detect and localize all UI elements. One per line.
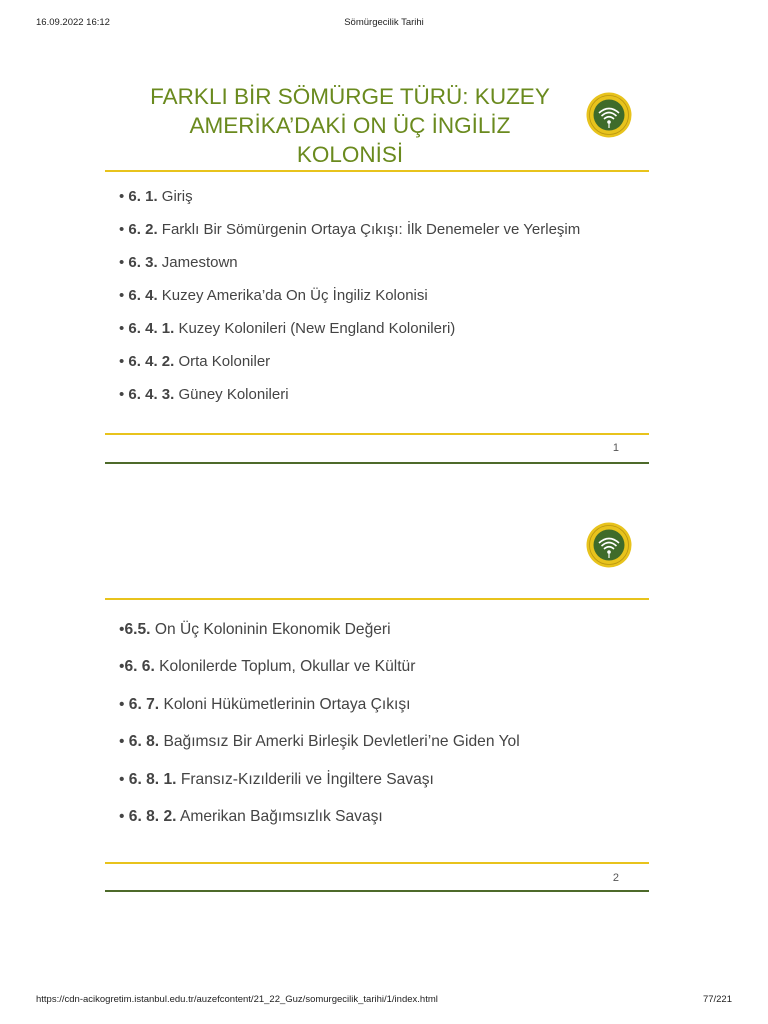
bullet: • <box>119 770 129 788</box>
section-title: Kolonilerde Toplum, Okullar ve Kültür <box>154 658 416 676</box>
slide-title-line: AMERİKA’DAKİ ON ÜÇ İNGİLİZ <box>189 113 511 138</box>
title-divider <box>105 170 649 172</box>
section-number: 6. 2. <box>128 221 158 238</box>
section-number: 6. 4. <box>128 287 158 304</box>
print-header-date: 16.09.2022 16:12 <box>36 17 110 28</box>
bullet: • <box>119 658 125 676</box>
slide-2 <box>105 512 649 894</box>
list-item <box>119 250 609 275</box>
footer-divider <box>105 433 649 435</box>
section-title: Farklı Bir Sömürgenin Ortaya Çıkışı: İlk Denemeler ve Yerleşim <box>157 221 581 238</box>
bullet: • <box>119 320 129 337</box>
print-header-title: Sömürgecilik Tarihi <box>344 17 424 28</box>
section-number: 6. 4. 3. <box>128 386 175 403</box>
list-item <box>119 656 629 678</box>
section-title: Kuzey Amerika’da On Üç İngiliz Kolonisi <box>157 287 428 304</box>
list-item <box>119 316 609 341</box>
section-title: Kuzey Kolonileri (New England Kolonileri) <box>174 320 456 337</box>
bullet: • <box>119 733 129 751</box>
bullet: • <box>119 287 129 304</box>
bullet: • <box>119 188 129 205</box>
section-number: 6. 7. <box>128 695 160 713</box>
topic-list <box>119 184 609 415</box>
slide-page-number: 2 <box>612 872 619 884</box>
section-title: Bağımsız Bir Amerki Birleşik Devletleri’ne Giden Yol <box>159 733 520 751</box>
list-item <box>119 806 629 828</box>
section-number: 6. 3. <box>128 254 158 271</box>
bullet: • <box>119 695 129 713</box>
slide-1 <box>105 78 649 466</box>
list-item <box>119 217 609 242</box>
section-number: 6.5. <box>124 621 151 638</box>
slide-title-line: KOLONİSİ <box>296 142 404 167</box>
list-item <box>119 619 629 641</box>
section-number: 6. 8. <box>128 733 160 751</box>
slide-title-line: FARKLI BİR SÖMÜRGE TÜRÜ: KUZEY <box>150 84 550 109</box>
bullet: • <box>119 221 129 238</box>
section-title: On Üç Koloninin Ekonomik Değeri <box>150 621 391 638</box>
bullet: • <box>119 254 129 271</box>
bullet: • <box>119 807 129 825</box>
section-title: Amerikan Bağımsızlık Savaşı <box>176 807 383 825</box>
slide-title <box>115 82 585 169</box>
list-item <box>119 694 629 716</box>
section-number: 6. 6. <box>124 658 155 676</box>
section-number: 6. 4. 2. <box>128 353 175 370</box>
bullet: • <box>119 353 129 370</box>
list-item <box>119 731 629 753</box>
topic-list <box>119 619 629 843</box>
section-title: Güney Kolonileri <box>174 386 289 403</box>
slide-page-number: 1 <box>612 442 619 454</box>
section-title: Koloni Hükümetlerinin Ortaya Çıkışı <box>159 695 411 713</box>
print-footer-url: https://cdn-acikogretim.istanbul.edu.tr/auzefcontent/21_22_Guz/somurgecilik_tarihi/1/index.html <box>36 994 438 1005</box>
section-title: Jamestown <box>157 254 238 271</box>
list-item <box>119 349 609 374</box>
university-seal-icon <box>586 522 632 568</box>
section-title: Fransız-Kızılderili ve İngiltere Savaşı <box>176 770 434 788</box>
slide-bottom-border <box>105 462 649 464</box>
section-number: 6. 4. 1. <box>128 320 175 337</box>
footer-divider <box>105 862 649 864</box>
section-number: 6. 1. <box>128 188 158 205</box>
title-divider <box>105 598 649 600</box>
section-title: Orta Koloniler <box>174 353 271 370</box>
section-number: 6. 8. 2. <box>128 807 177 825</box>
list-item <box>119 184 609 209</box>
print-footer-page-counter: 77/221 <box>702 994 732 1005</box>
bullet: • <box>119 621 125 638</box>
bullet: • <box>119 386 129 403</box>
list-item <box>119 283 609 308</box>
list-item <box>119 769 629 791</box>
section-number: 6. 8. 1. <box>128 770 177 788</box>
list-item <box>119 382 609 407</box>
slide-bottom-border <box>105 890 649 892</box>
university-seal-icon <box>586 92 632 138</box>
section-title: Giriş <box>157 188 193 205</box>
